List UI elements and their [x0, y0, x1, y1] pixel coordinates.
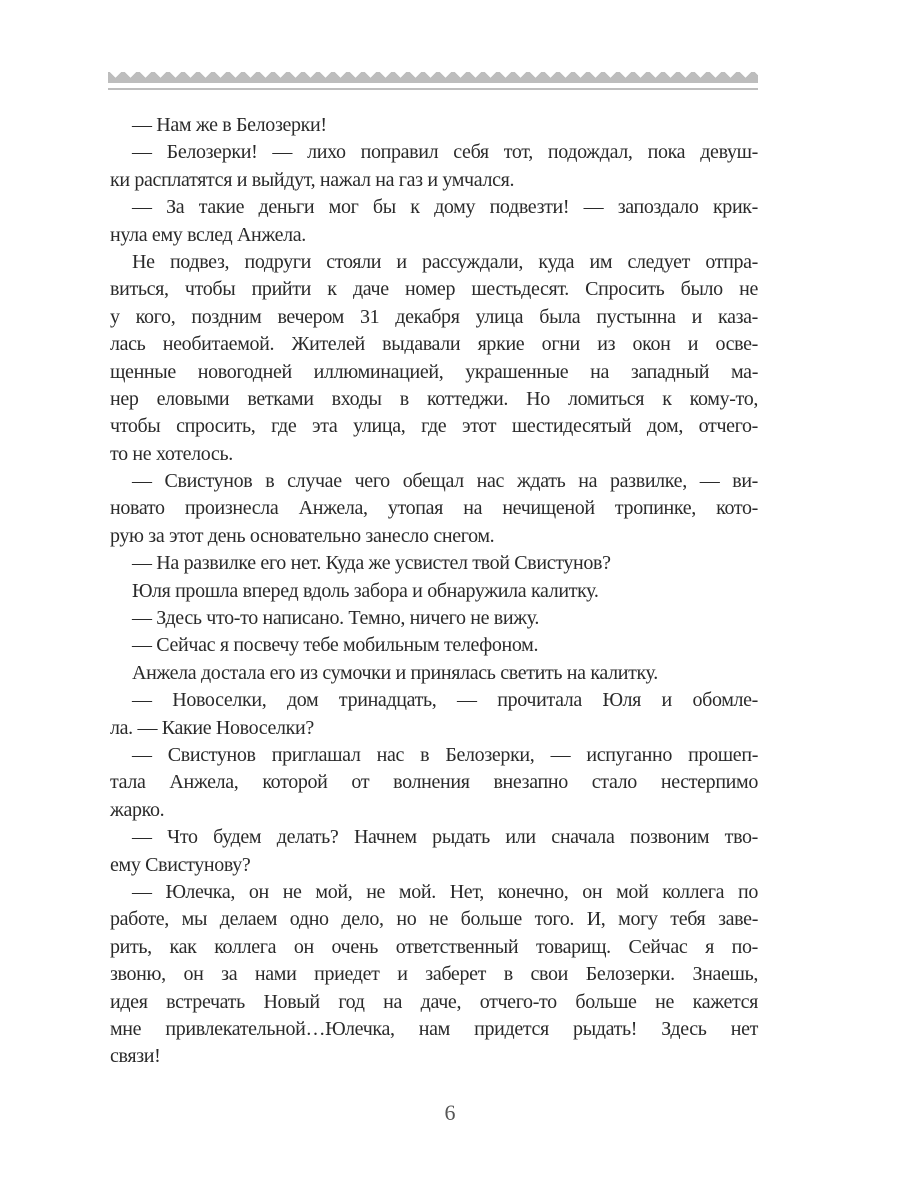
text-line: рую за этот день основательно занесло снегом. [110, 524, 495, 547]
text-line: связи! [110, 1045, 161, 1068]
text-line: жарко. [110, 798, 165, 821]
text-line: — Белозерки! — лихо поправил себя тот, подождал, пока девуш- [132, 141, 758, 164]
text-line: Анжела достала его из сумочки и принялась светить на калитку. [132, 661, 658, 684]
text-line: чтобы спросить, где эта улица, где этот шестидесятый дом, отчего- [110, 415, 758, 438]
header-ornament [108, 72, 758, 83]
text-line: новато произнесла Анжела, утопая на нечищеной тропинке, кото- [110, 497, 758, 520]
text-line: Не подвез, подруги стояли и рассуждали, куда им следует отпра- [132, 250, 758, 273]
text-line: — Юлечка, он не мой, не мой. Нет, конечно, он мой коллега по [132, 880, 758, 903]
page-number: 6 [444, 1100, 456, 1125]
text-line: тала Анжела, которой от волнения внезапно стало нестерпимо [110, 771, 758, 794]
header-rule [108, 88, 758, 90]
text-line: — Здесь что-то написано. Темно, ничего не вижу. [132, 607, 539, 630]
text-line: — Свистунов в случае чего обещал нас ждать на развилке, — ви- [132, 470, 758, 493]
body-text [110, 112, 758, 1071]
text-line: — Свистунов приглашал нас в Белозерки, — испуганно прошеп- [132, 743, 758, 766]
text-line: — Что будем делать? Начнем рыдать или сначала позвоним тво- [132, 826, 758, 849]
text-line: Юля прошла вперед вдоль забора и обнаружила калитку. [132, 579, 599, 602]
text-line: — На развилке его нет. Куда же усвистел твой Свистунов? [132, 552, 611, 575]
text-line: звоню, он за нами приедет и заберет в свои Белозерки. Знаешь, [110, 963, 758, 986]
text-line: нула ему вслед Анжела. [110, 223, 306, 246]
text-line: ла. — Какие Новоселки? [110, 716, 314, 739]
text-line: работе, мы делаем одно дело, но не больше того. И, могу тебя заве- [110, 908, 758, 931]
text-line: рить, как коллега он очень ответственный товарищ. Сейчас я по- [110, 935, 758, 958]
text-line: у кого, поздним вечером 31 декабря улица была пустынна и каза- [110, 305, 758, 328]
text-line: ему Свистунову? [110, 853, 251, 876]
text-line: ки расплатятся и выйдут, нажал на газ и умчался. [110, 168, 515, 191]
text-line: виться, чтобы прийти к даче номер шестьдесят. Спросить было не [110, 278, 758, 301]
text-line: — За такие деньги мог бы к дому подвезти! — запоздало крик- [132, 196, 758, 219]
text-line: то не хотелось. [110, 442, 233, 465]
text-line: идея встречать Новый год на даче, отчего-то больше не кажется [110, 990, 758, 1013]
text-line: мне привлекательной…Юлечка, нам придется рыдать! Здесь нет [110, 1017, 758, 1040]
text-line: — Сейчас я посвечу тебе мобильным телефоном. [132, 634, 539, 657]
text-line: лась необитаемой. Жителей выдавали яркие огни из окон и осве- [110, 333, 758, 356]
text-line: щенные новогодней иллюминацией, украшенные на западный ма- [110, 360, 758, 383]
text-line: нер еловыми ветками входы в коттеджи. Но ломиться к кому-то, [110, 387, 758, 410]
text-line: — Нам же в Белозерки! [132, 114, 327, 136]
text-line: — Новоселки, дом тринадцать, — прочитала Юля и обомле- [132, 689, 758, 712]
